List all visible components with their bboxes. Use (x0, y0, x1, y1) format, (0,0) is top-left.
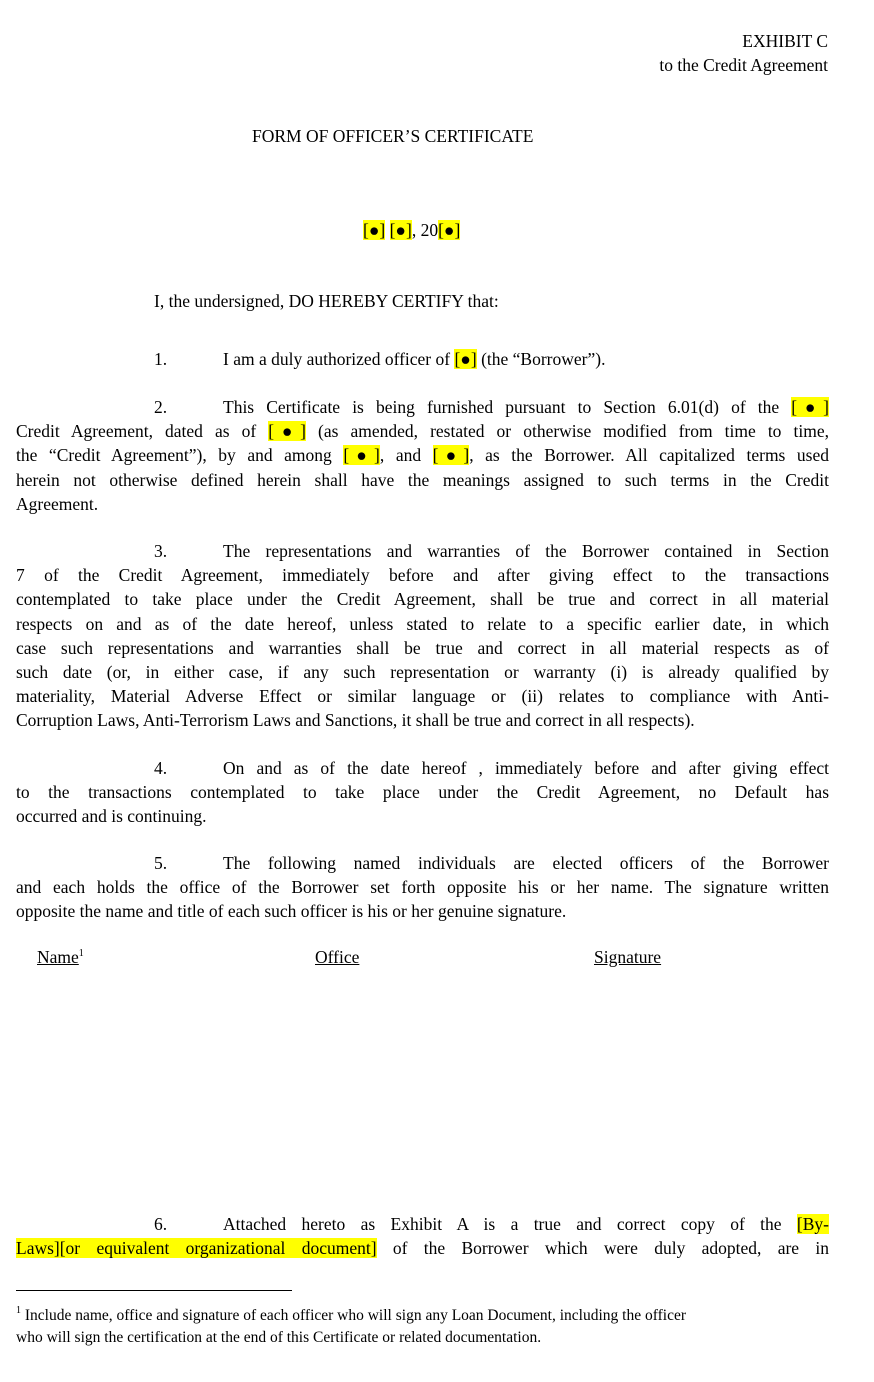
name-header-text: Name (37, 947, 79, 967)
paragraph-text: The representations and warranties of the Borrower contained in Section (223, 541, 829, 561)
paragraph-line (16, 395, 829, 419)
paragraph-line (16, 1212, 829, 1236)
certify-intro: I, the undersigned, DO HEREBY CERTIFY that: (154, 291, 499, 311)
paragraph-line: opposite the name and title of each such officer is his or her genuine signature. (16, 901, 567, 922)
paragraph-3 (16, 539, 829, 733)
paragraph-number: 1. (154, 349, 168, 369)
bylaws-blank: [By- (796, 1214, 829, 1234)
paragraph-text: , and (379, 445, 433, 466)
paragraph-1 (154, 349, 605, 370)
paragraph-line: case such representations and warranties shall be true and correct in all material respects as of (16, 637, 829, 658)
borrower-blank: [●] (454, 349, 477, 369)
paragraph-text: Attached hereto as Exhibit A is a true and correct copy of the (223, 1214, 797, 1234)
paragraph-text: The following named individuals are elected officers of the Borrower (223, 853, 829, 873)
bylaws-blank: Laws][or equivalent organizational document] (16, 1238, 377, 1259)
document-title: FORM OF OFFICER’S CERTIFICATE (252, 126, 534, 146)
paragraph-text: (the “Borrower”). (476, 349, 606, 369)
paragraph-6 (16, 1212, 829, 1260)
footnote-line (16, 1300, 829, 1327)
paragraph-text: (as amended, restated or otherwise modified from time to time, (305, 421, 829, 442)
borrower-party-blank: [●] (432, 445, 470, 466)
exhibit-label: EXHIBIT C (742, 31, 828, 51)
office-column-header: Office (315, 947, 360, 967)
paragraph-text: the “Credit Agreement”), by and among (16, 445, 344, 466)
party-blank: [●] (343, 445, 380, 466)
footnote (16, 1300, 829, 1349)
paragraph-line: such date (or, in either case, if any such representation or warranty (i) is already qualified by (16, 661, 829, 682)
agreement-blank: [●] (791, 397, 829, 417)
date-blank-month: [●] (363, 220, 386, 240)
name-column-header (37, 947, 84, 968)
paragraph-text: This Certificate is being furnished pursuant to Section 6.01(d) of the (223, 397, 792, 417)
paragraph-line: to the transactions contemplated to take place under the Credit Agreement, no Default has (16, 782, 829, 803)
paragraph-number: 3. (154, 541, 168, 561)
exhibit-subtitle: to the Credit Agreement (659, 55, 828, 75)
footnote-reference: 1 (78, 948, 84, 959)
signature-column-header: Signature (594, 947, 662, 967)
paragraph-text: , as the Borrower. All capitalized terms used (469, 445, 829, 466)
footnote-text: Include name, office and signature of each officer who will sign any Loan Document, including the officer (21, 1307, 686, 1324)
paragraph-4 (16, 756, 829, 829)
paragraph-line: materiality, Material Adverse Effect or similar language or (ii) relates to compliance with Anti- (16, 686, 829, 707)
paragraph-line (16, 1236, 829, 1260)
paragraph-line: occurred and is continuing. (16, 806, 207, 827)
paragraph-text: I am a duly authorized officer of (223, 349, 455, 369)
paragraph-text: On and as of the date hereof , immediately before and after giving effect (223, 758, 829, 778)
paragraph-line (16, 756, 829, 780)
date-separator: , 20 (411, 220, 439, 240)
paragraph-number: 6. (154, 1214, 168, 1234)
paragraph-2 (16, 395, 829, 516)
paragraph-line: Agreement. (16, 493, 99, 514)
paragraph-number: 2. (154, 397, 168, 417)
footnote-divider (16, 1290, 292, 1291)
date-blank-year: [●] (438, 220, 461, 240)
footnote-line: who will sign the certification at the end of this Certificate or related documentation. (16, 1329, 542, 1346)
paragraph-line: herein not otherwise defined herein shall have the meanings assigned to such terms in the Credit (16, 469, 829, 490)
date-blank-day: [●] (389, 220, 412, 240)
paragraph-line (16, 443, 829, 467)
paragraph-line (16, 851, 829, 875)
paragraph-text: Credit Agreement, dated as of (16, 421, 269, 442)
paragraph-line: 7 of the Credit Agreement, immediately before and after giving effect to the transactions (16, 565, 829, 586)
paragraph-line: Corruption Laws, Anti-Terrorism Laws and Sanctions, it shall be true and correct in all respects). (16, 710, 695, 731)
paragraph-line (16, 539, 829, 563)
paragraph-line: respects on and as of the date hereof, unless stated to relate to a specific earlier date, in which (16, 613, 829, 634)
footnote-number: 1 (16, 1305, 21, 1316)
date-line (363, 220, 460, 241)
agreement-date-blank: [●] (268, 421, 306, 442)
paragraph-5 (16, 851, 829, 924)
paragraph-number: 5. (154, 853, 168, 873)
paragraph-line: and each holds the office of the Borrower set forth opposite his or her name. The signature written (16, 877, 829, 898)
paragraph-number: 4. (154, 758, 168, 778)
paragraph-line: contemplated to take place under the Credit Agreement, shall be true and correct in all material (16, 589, 829, 610)
paragraph-line (16, 419, 829, 443)
paragraph-text: of the Borrower which were duly adopted, are in (376, 1238, 829, 1259)
